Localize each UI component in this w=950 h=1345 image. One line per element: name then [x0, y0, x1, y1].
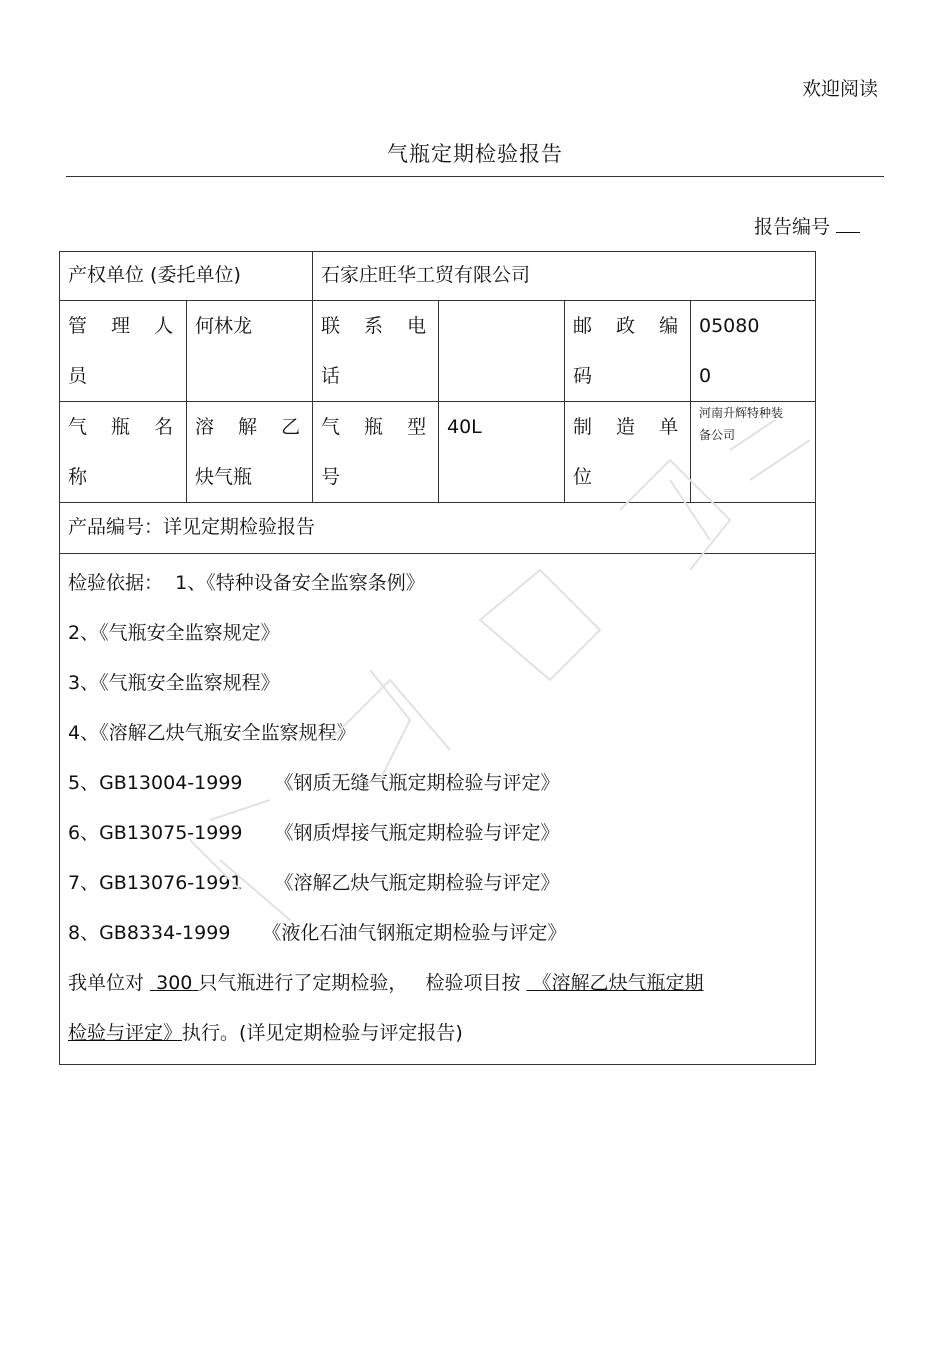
conclusion-line-2: 检验与评定》执行。(详见定期检验与评定报告)	[68, 1022, 463, 1044]
owner-row	[60, 252, 816, 301]
product-number-row	[60, 503, 816, 554]
phone-label: 联 系 电 话	[313, 301, 439, 402]
standard-item: 7、GB13076-1991 《溶解乙炔气瓶定期检验与评定》	[68, 872, 560, 894]
inspection-info-table	[59, 251, 816, 1065]
standard-item: 5、GB13004-1999 《钢质无缝气瓶定期检验与评定》	[68, 772, 560, 794]
conclusion-line-1: 我单位对 300 只气瓶进行了定期检验， 检验项目按 《溶解乙炔气瓶定期	[68, 972, 704, 994]
title-divider	[66, 176, 884, 177]
spec-reference-cont: 检验与评定》	[68, 1022, 183, 1044]
basis-item: 1、《特种设备安全监察条例》	[175, 572, 425, 594]
phone-value	[439, 301, 565, 402]
report-number-blank	[836, 216, 860, 233]
cylinder-model-label: 气 瓶 型 号	[313, 402, 439, 503]
owner-label: 产权单位 (委托单位)	[60, 252, 313, 301]
welcome-text: 欢迎阅读	[801, 78, 878, 100]
cylinder-row	[60, 402, 816, 503]
manager-value: 何林龙	[187, 301, 313, 402]
basis-item: 3、《气瓶安全监察规程》	[68, 672, 280, 694]
inspection-basis	[60, 554, 816, 1065]
postcode-value: 05080 0	[691, 301, 816, 402]
basis-item: 4、《溶解乙炔气瓶安全监察规程》	[68, 722, 356, 744]
product-number: 产品编号：详见定期检验报告	[60, 503, 816, 554]
manager-row	[60, 301, 816, 402]
standard-item: 8、GB8334-1999 《液化石油气钢瓶定期检验与评定》	[68, 922, 567, 944]
manufacturer-label: 制 造 单 位	[565, 402, 691, 503]
cylinder-model-value: 40L	[439, 402, 565, 503]
cylinder-name-label: 气 瓶 名 称	[60, 402, 187, 503]
manufacturer-value: 河南升辉特种装 备公司	[691, 402, 816, 503]
spec-reference: 《溶解乙炔气瓶定期	[532, 972, 704, 994]
owner-value: 石家庄旺华工贸有限公司	[313, 252, 816, 301]
report-number	[754, 212, 860, 239]
basis-label: 检验依据：	[68, 572, 164, 594]
document-title: 气瓶定期检验报告	[387, 142, 563, 166]
manager-label: 管 理 人 员	[60, 301, 187, 402]
postcode-label: 邮 政 编 码	[565, 301, 691, 402]
cylinder-count: 300	[156, 972, 193, 994]
basis-line-1	[68, 558, 815, 608]
basis-item: 2、《气瓶安全监察规定》	[68, 622, 280, 644]
standard-item: 6、GB13075-1999 《钢质焊接气瓶定期检验与评定》	[68, 822, 560, 844]
report-number-label: 报告编号	[753, 216, 830, 238]
basis-row	[60, 554, 816, 1065]
cylinder-name-value: 溶 解 乙 炔气瓶	[187, 402, 313, 503]
